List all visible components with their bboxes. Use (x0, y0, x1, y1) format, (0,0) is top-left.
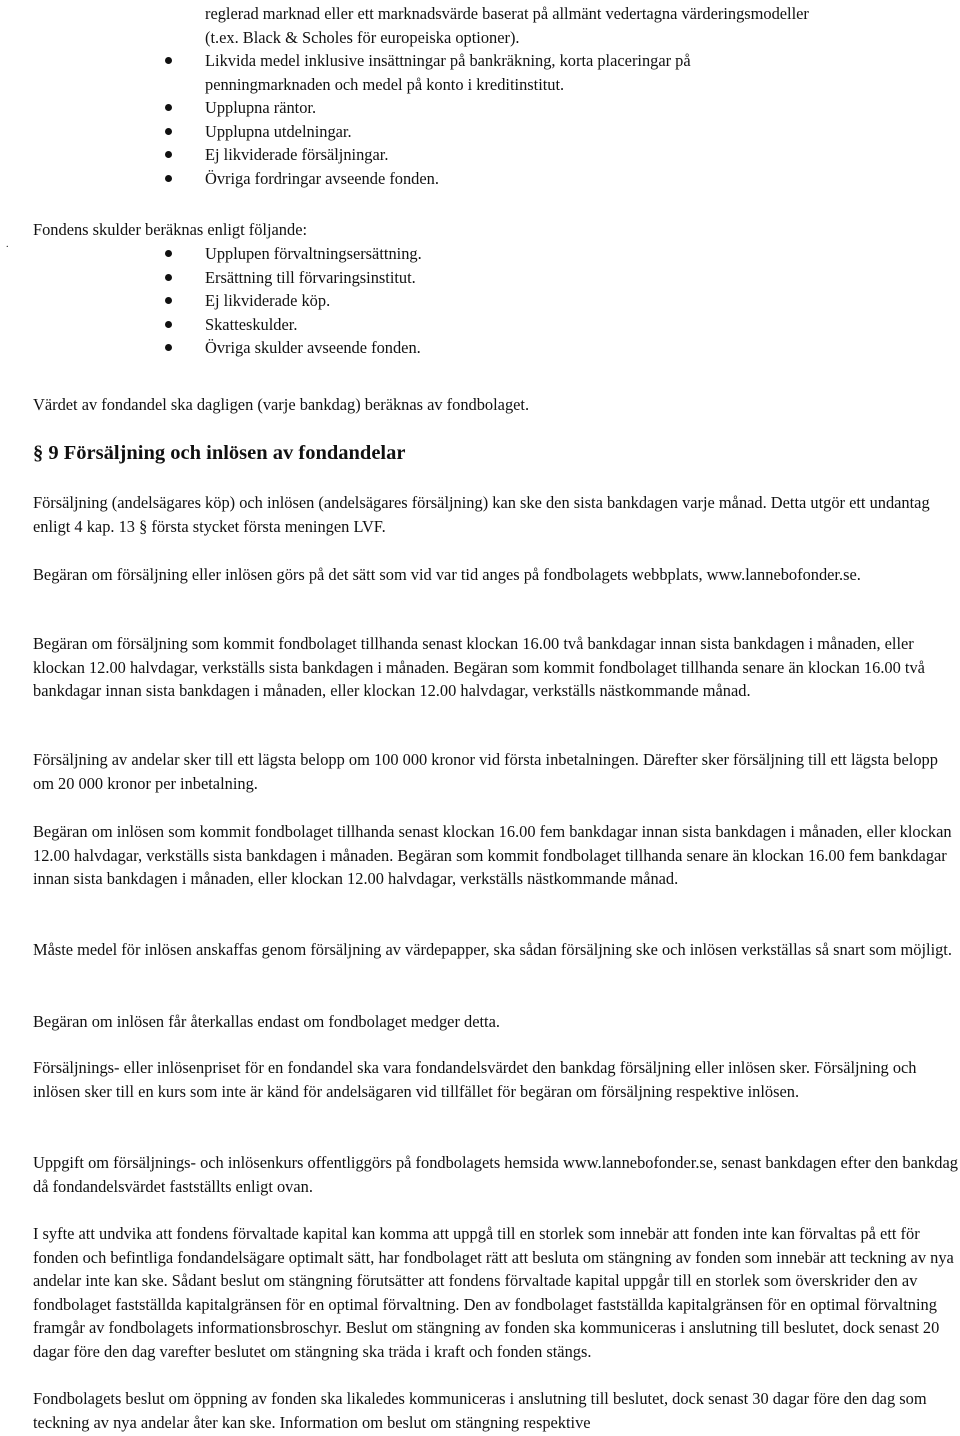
paragraph: Uppgift om försäljnings- och inlösenkurs offentliggörs på fondbolagets hemsida www.lannebofonder.se, senast bankdagen efter den bankdag då fondandelsvärdet fastställts enligt ovan. (33, 1153, 958, 1196)
continuation-line-2: (t.ex. Black & Scholes för europeiska optioner). (205, 27, 520, 47)
paragraph: Begäran om inlösen får återkallas endast om fondbolaget medger detta. (33, 1012, 500, 1031)
continuation-line-1: reglerad marknad eller ett marknadsvärde baserat på allmänt vedertagna värderingsmodeller (205, 4, 809, 23)
bullet-icon (165, 104, 172, 111)
paragraph: Begäran om försäljning som kommit fondbolaget tillhanda senast klockan 16.00 två bankdagar innan sista bankdagen i månaden, eller klockan 12.00 halvdagar, verkställs sista bankdagen i månaden. Begäran som kommit fondbolaget tillhanda senare än klockan 16.00 två bankdagar innan sista bankdagen i månaden, eller klockan 12.00 halvdagar, verkställs nästkommande månad. (33, 634, 925, 701)
bullet-icon (165, 57, 172, 64)
bullet-icon (165, 297, 172, 304)
bullet-icon (165, 250, 172, 257)
list-item: Ersättning till förvaringsinstitut. (0, 266, 960, 290)
list-item: Ej likviderade försäljningar. (0, 143, 960, 167)
list-item: Skatteskulder. (0, 313, 960, 337)
list-item: Upplupna räntor. (0, 96, 960, 120)
valuation-note: Värdet av fondandel ska dagligen (varje bankdag) beräknas av fondbolaget. (33, 395, 530, 414)
bullet-icon (165, 175, 172, 182)
liabilities-list (0, 239, 960, 360)
bullet-icon (165, 151, 172, 158)
stray-mark: . (6, 239, 9, 250)
list-item: penningmarknaden och medel på konto i kreditinstitut. (205, 74, 565, 94)
paragraph: I syfte att undvika att fondens förvaltade kapital kan komma att uppgå till en storlek som innebär att fonden inte kan förvaltas på ett för fonden och befintliga fondandelsägare optimalt sätt, har fondbolaget rätt att besluta om stängning av fonden som innebär att teckning av nya andelar inte kan ske. Sådant beslut om stängning förutsätter att fondens förvaltade kapital uppgår till en storlek som överskrider den av fondbolaget fastställda kapitalgränsen för en optimal förvaltning. Den av fondbolaget fastställda kapitalgränsen för en optimal förvaltning framgår av fondbolagets informationsbroschyr. Beslut om stängning av fonden ska kommuniceras i anslutning till beslutet, dock senast 20 dagar före den dag varefter beslutet om stängning ska träda i kraft och fonden stängs. (33, 1224, 954, 1361)
list-item: Upplupna utdelningar. (0, 120, 960, 144)
bullet-icon (165, 344, 172, 351)
bullet-icon (165, 321, 172, 328)
paragraph: Begäran om försäljning eller inlösen görs på det sätt som vid var tid anges på fondbolagets webbplats, www.lannebofonder.se. (33, 565, 861, 584)
list-item: Ej likviderade köp. (0, 289, 960, 313)
liabilities-intro: Fondens skulder beräknas enligt följande: (33, 220, 308, 239)
list-item: Upplupen förvaltningsersättning. (0, 242, 960, 266)
bullet-icon (165, 128, 172, 135)
section-heading: § 9 Försäljning och inlösen av fondandelar (33, 442, 406, 464)
bullet-icon (165, 274, 172, 281)
paragraph: Begäran om inlösen som kommit fondbolaget tillhanda senast klockan 16.00 fem bankdagar innan sista bankdagen i månaden, eller klockan 12.00 halvdagar, verkställs sista bankdagen i månaden. Begäran som kommit fondbolaget tillhanda senare än klockan 16.00 fem bankdagar innan sista bankdagen i månaden, eller klockan 12.00 halvdagar, verkställs nästkommande månad. (33, 822, 952, 889)
list-item: Övriga fordringar avseende fonden. (0, 167, 960, 191)
paragraph: Måste medel för inlösen anskaffas genom försäljning av värdepapper, ska sådan försäljning ske och inlösen verkställas så snart som möjligt. (33, 940, 952, 959)
list-item: Övriga skulder avseende fonden. (0, 336, 960, 360)
paragraph: Försäljnings- eller inlösenpriset för en fondandel ska vara fondandelsvärdet den bankdag försäljning eller inlösen sker. Försäljning och inlösen sker till en kurs som inte är känd för andelsägaren vid tillfället för begäran om försäljning respektive inlösen. (33, 1058, 917, 1101)
paragraph: Försäljning av andelar sker till ett lägsta belopp om 100 000 kronor vid första inbetalningen. Därefter sker försäljning till ett lägsta belopp om 20 000 kronor per inbetalning. (33, 750, 938, 793)
list-item: Likvida medel inklusive insättningar på bankräkning, korta placeringar på (0, 49, 960, 73)
assets-list (0, 49, 960, 191)
paragraph: Försäljning (andelsägares köp) och inlösen (andelsägares försäljning) kan ske den sista bankdagen varje månad. Detta utgör ett undantag enligt 4 kap. 13 § första stycket första meningen LVF. (33, 493, 930, 536)
continuation-text (205, 2, 955, 49)
paragraph: Fondbolagets beslut om öppning av fonden ska likaledes kommuniceras i anslutning till beslutet, dock senast 30 dagar före den dag som teckning av nya andelar åter kan ske. Information om beslut om stängning respektive (33, 1389, 927, 1432)
